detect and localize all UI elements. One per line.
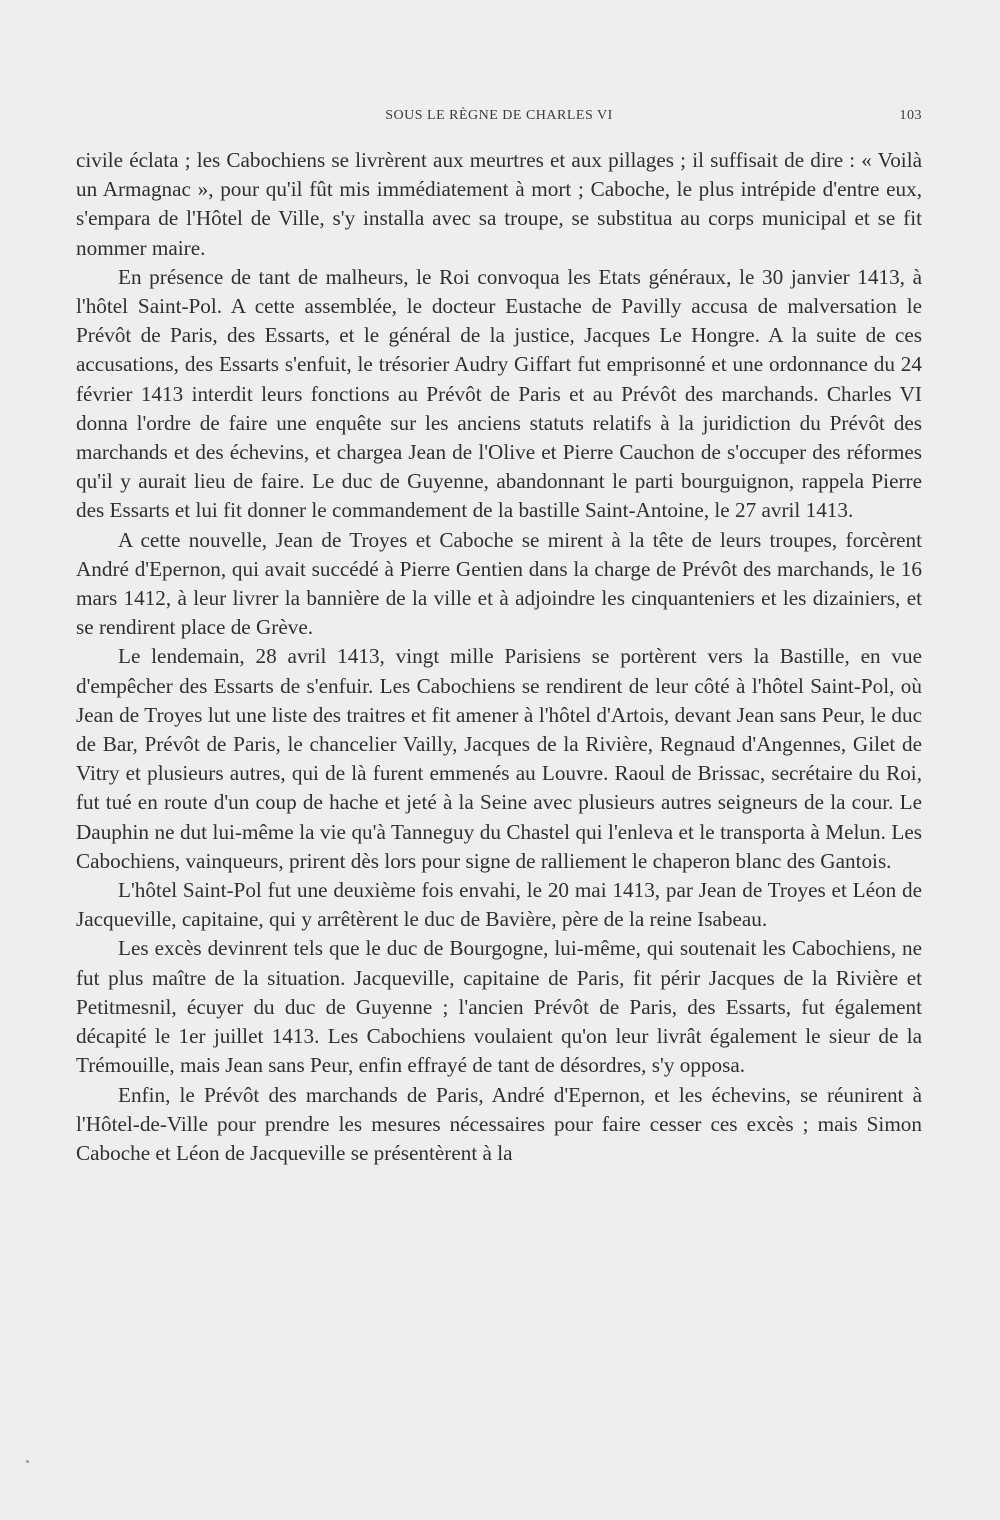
paragraph: Enfin, le Prévôt des marchands de Paris, André d'Epernon, et les échevins, se réunirent à l'Hôtel-de-Ville pour prendre les mesures nécessaires pour faire cesser ces excès ; mais Simon Caboche et Léon de Jacqueville se présentèrent à la [76,1082,922,1165]
page-header [76,108,922,130]
paragraph: Les excès devinrent tels que le duc de Bourgogne, lui-même, qui soutenait les Cabochiens, ne fut plus maître de la situation. Jacqueville, capitaine de Paris, fit périr Jacques de la Rivière et Petitmesnil, écuyer du duc de Guyenne ; l'ancien Prévôt de Paris, des Essarts, fut également décapité le 1er juillet 1413. Les Cabochiens voulaient qu'on leur livrât également le sieur de la Trémouille, mais Jean sans Peur, enfin effrayé de tant de désordres, s'y opposa. [76,936,922,1078]
paragraph: Le lendemain, 28 avril 1413, vingt mille Parisiens se portèrent vers la Bastille, en vue d'empêcher des Essarts de s'enfuir. Les Cabochiens se rendirent de leur côté à l'hôtel Saint-Pol, où Jean de Troyes lut une liste des traitres et fit amener à l'hôtel d'Artois, devant Jean sans Peur, le duc de Bar, Prévôt de Paris, le chancelier Vailly, Jacques de la Rivière, Regnaud d'Angennes, Gilet de Vitry et plusieurs autres, qui de là furent emmenés au Louvre. Raoul de Brissac, secrétaire du Roi, fut tué en route d'un coup de hache et jeté à la Seine avec plusieurs autres seigneurs de la cour. Le Dauphin ne dut lui-même la vie qu'à Tanneguy du Chastel qui l'enleva et le transporta à Melun. Les Cabochiens, vainqueurs, prirent dès lors pour signe de ralliement le chaperon blanc des Gantois. [76,644,922,873]
page-number: 103 [899,108,922,123]
paragraph: A cette nouvelle, Jean de Troyes et Caboche se mirent à la tête de leurs troupes, forcèrent André d'Epernon, qui avait succédé à Pierre Gentien dans la charge de Prévôt des marchands, le 16 mars 1412, à leur livrer la bannière de la ville et à adjoindre les cinquanteniers et les dizainiers, et se rendirent place de Grève. [76,527,922,640]
paragraph: L'hôtel Saint-Pol fut une deuxième fois envahi, le 20 mai 1413, par Jean de Troyes et Léon de Jacqueville, capitaine, qui y arrêtèrent le duc de Bavière, père de la reine Isabeau. [76,878,922,932]
paper-speck [26,1460,29,1463]
paragraph: civile éclata ; les Cabochiens se livrèrent aux meurtres et aux pillages ; il suffisait de dire : « Voilà un Armagnac », pour qu'il fût mis immédiatement à mort ; Caboche, le plus intrépide d'entre eux, s'empara de l'Hôtel de Ville, s'y installa avec sa troupe, se substitua au corps municipal et se fit nommer maire. [76,148,922,260]
paragraph: En présence de tant de malheurs, le Roi convoqua les Etats généraux, le 30 janvier 1413, à l'hôtel Saint-Pol. A cette assemblée, le docteur Eustache de Pavilly accusa de malversation le Prévôt de Paris, des Essarts, et le général de la justice, Jacques Le Hongre. A la suite de ces accusations, des Essarts s'enfuit, le trésorier Audry Giffart fut emprisonné et une ordonnance du 24 février 1413 interdit leurs fonctions au Prévôt de Paris et au Prévôt des marchands. Charles VI donna l'ordre de faire une enquête sur les anciens statuts relatifs à la juridiction du Prévôt des marchands et des échevins, et chargea Jean de l'Olive et Pierre Cauchon de s'occuper des réformes qu'il y aurait lieu de faire. Le duc de Guyenne, abandonnant le parti bourguignon, rappela Pierre des Essarts et lui fit donner le commandement de la bastille Saint-Antoine, le 27 avril 1413. [76,264,922,523]
running-title: SOUS LE RÈGNE DE CHARLES VI [385,108,613,123]
body-text [76,146,922,1168]
